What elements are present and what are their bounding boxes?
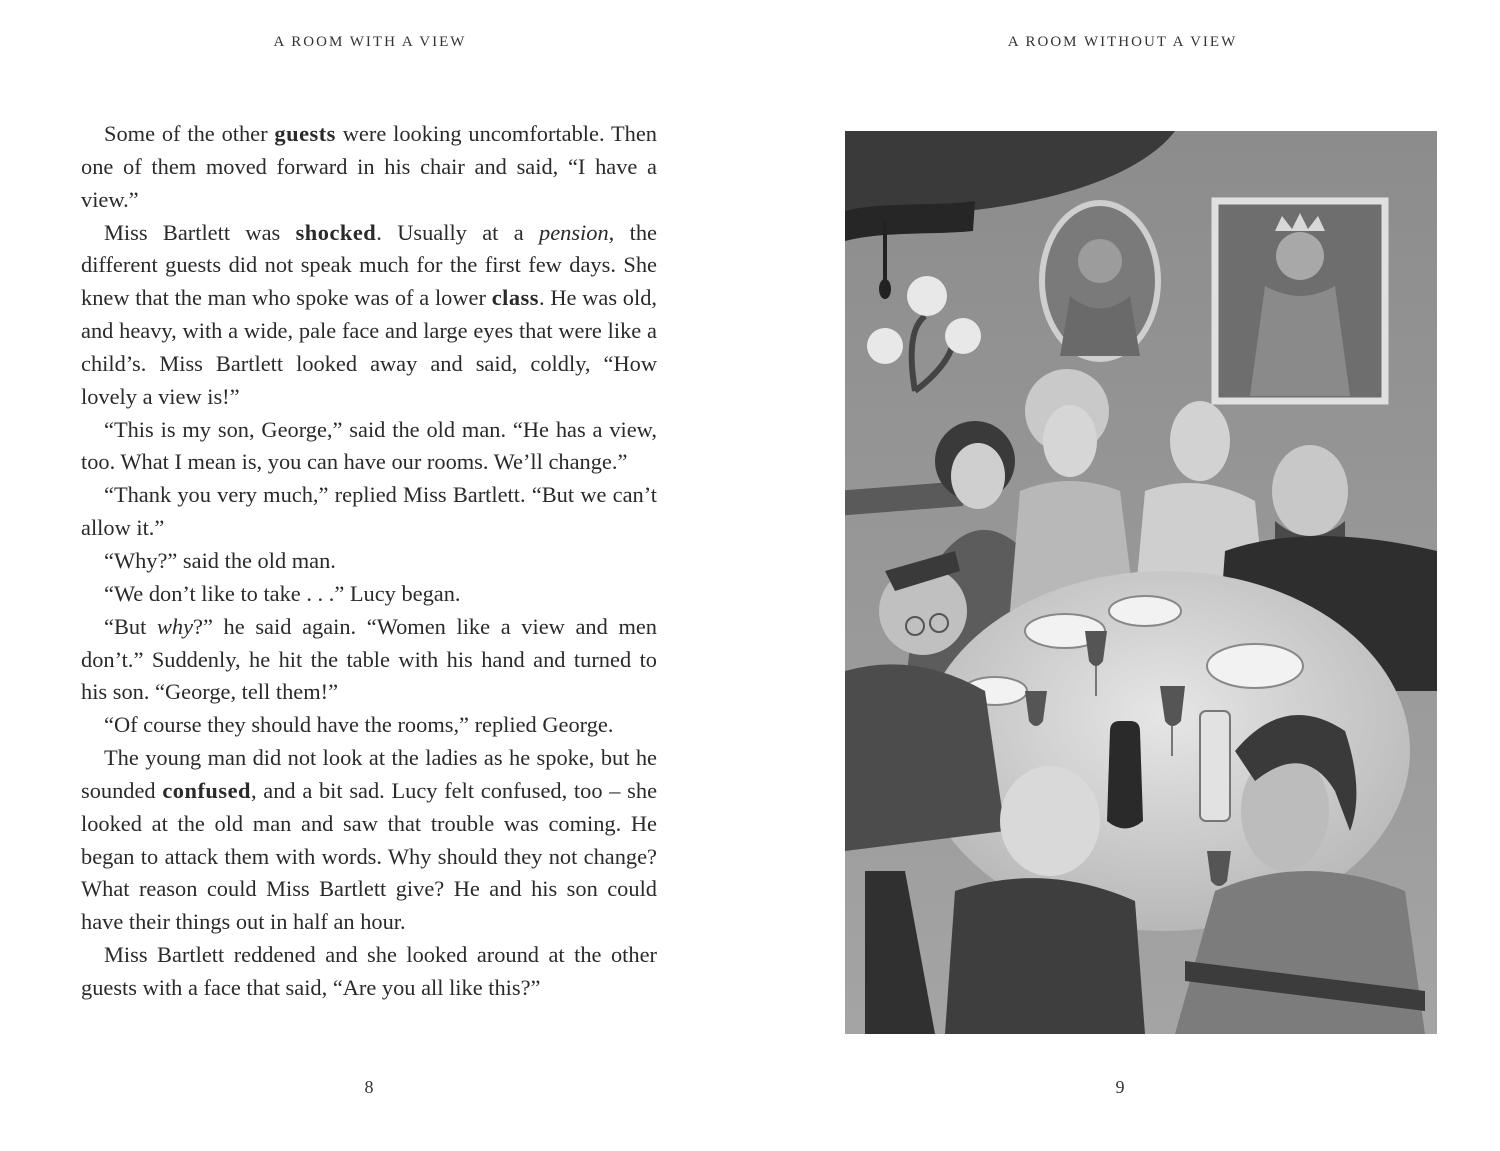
- paragraph: [81, 217, 657, 414]
- tassel-knot: [879, 279, 891, 299]
- text-run: Miss Bartlett was: [104, 219, 296, 245]
- lamp-globe-2: [867, 328, 903, 364]
- paragraph: [81, 939, 657, 1005]
- paragraph: [81, 742, 657, 939]
- paragraph: [81, 479, 657, 545]
- illustration-drawing: [845, 131, 1437, 1034]
- text-run: , the different guests did not speak much for the first few days. She knew that the man who spoke was of a lower: [81, 219, 657, 311]
- text-run: “This is my son, George,” said the old man. “He has a view, too. What I mean is, you can have our rooms. We’ll change.”: [81, 416, 657, 475]
- text-run: were looking uncomfortable. Then one of them moved forward in his chair and said, “I have a view.”: [81, 121, 657, 212]
- woman-glasses-shawl: [845, 664, 1005, 851]
- text-run: . Usually at a: [376, 219, 540, 245]
- paragraph: [81, 611, 657, 710]
- elderly-woman-dress: [945, 878, 1145, 1034]
- text-run: , and a bit sad. Lucy felt confused, too – she looked at the old man and saw that trouble was coming. He began to attack them with words. Why should they not change? What reason could Miss Bartlett give? He and his son could have their things out in half an hour.: [81, 777, 658, 935]
- text-run: “We don’t like to take . . .” Lucy began.: [104, 580, 461, 606]
- text-run: Some of the other: [104, 121, 275, 146]
- italic-word: pension: [539, 219, 609, 245]
- water-bottle: [1200, 711, 1230, 821]
- paragraph: [81, 118, 657, 217]
- glossary-word: guests: [274, 121, 336, 146]
- text-run: . He was old, and heavy, with a wide, pale face and large eyes that were like a child’s. Miss Bartlett looked away and said, coldly, “How lovely a view is!”: [81, 285, 657, 409]
- page-number-left: 8: [364, 1077, 374, 1097]
- italic-word: why: [156, 613, 194, 639]
- face-young-man: [1170, 401, 1230, 481]
- lamp-globe-3: [945, 318, 981, 354]
- glossary-word: shocked: [295, 219, 377, 245]
- face-old-man: [1272, 445, 1348, 537]
- paragraph: [81, 414, 657, 480]
- wine-carafe: [1107, 721, 1143, 829]
- face-older-woman: [1043, 405, 1097, 477]
- text-run: The young man did not look at the ladies as he spoke, but he sounded: [81, 745, 657, 803]
- text-run: “But: [104, 613, 157, 639]
- right-page: [750, 0, 1500, 1151]
- text-run: ?” he said again. “Women like a view and men don’t.” Suddenly, he hit the table with his hand and turned to his son. “George, tell them!”: [81, 613, 658, 705]
- elderly-woman-head: [1000, 766, 1100, 876]
- paragraph: [81, 709, 657, 742]
- running-head-left: A ROOM WITH A VIEW: [273, 34, 467, 50]
- page-number-right: 9: [1115, 1077, 1125, 1097]
- paragraph: [81, 578, 657, 611]
- king-face: [1276, 232, 1324, 280]
- text-run: Miss Bartlett reddened and she looked around at the other guests with a face that said, “Are you all like this?”: [81, 942, 657, 1000]
- running-head-right: A ROOM WITHOUT A VIEW: [1007, 34, 1238, 50]
- glossary-word: class: [491, 285, 539, 311]
- plate-2: [1109, 596, 1181, 626]
- paragraph: [81, 545, 657, 578]
- face-young-woman: [951, 443, 1005, 509]
- king-robe: [1250, 286, 1350, 396]
- text-run: “Of course they should have the rooms,” replied George.: [104, 712, 614, 738]
- text-run: “Why?” said the old man.: [104, 547, 336, 573]
- plate-3: [1207, 644, 1303, 688]
- portrait-face: [1078, 239, 1122, 283]
- glossary-word: confused: [162, 777, 251, 803]
- text-run: “Thank you very much,” replied Miss Bartlett. “But we can’t allow it.”: [81, 482, 657, 541]
- dinner-table-illustration: [845, 131, 1437, 1034]
- lamp-globe-1: [907, 276, 947, 316]
- body-text: [81, 118, 657, 1005]
